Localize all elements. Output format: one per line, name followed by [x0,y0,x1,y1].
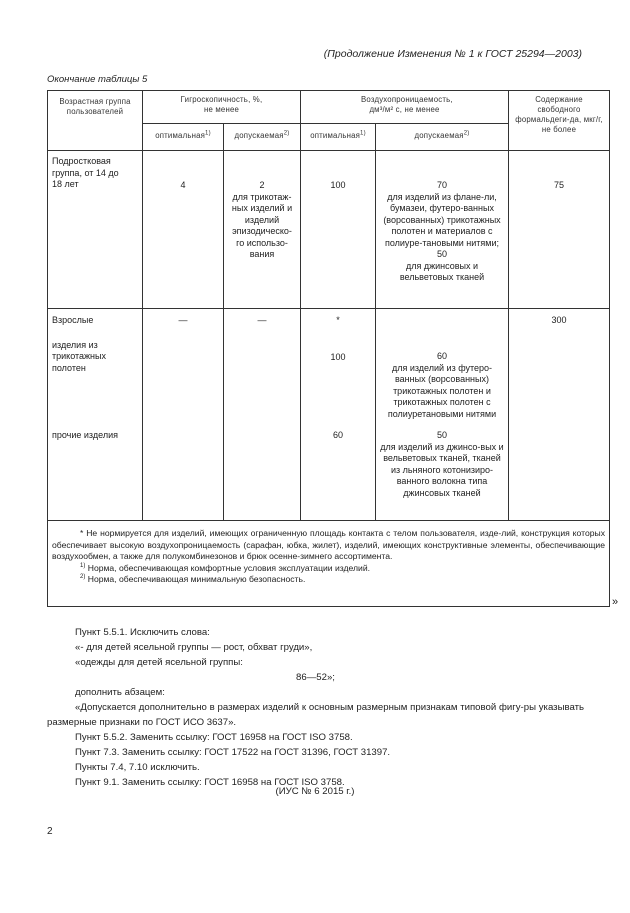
note-2: $^{2)}$ Норма, обеспечивающая минимальную безопасность. [80,574,306,584]
table-row-teen [48,151,610,309]
note-star: * Не нормируется для изделий, имеющих ограниченную площадь контакта с телом пользователя, изде-лий, конструкция которых обеспечивает высокую воздухопроницаемость (сарафан, юбка, жилет), изделий, имеющих конструктивные элементы, обеспечивающие воздухообмен, а также для полукомбинезонов и брюк осенне-зимнего ассортимента. [52,528,605,561]
cell-adult-hygro-opt: — [143,309,224,521]
subheader-air-allowable: допускаемая$^{2)}$ [376,124,509,151]
header-group: Возрастная группа пользователей [48,91,143,151]
cell-adult-air-opt [301,309,376,521]
cell-teen-hygro-allow [224,151,301,309]
cell-adult-hygro-allow: — [224,309,301,521]
other-air-allow [376,430,508,499]
header-formaldehyde: Содержание свободного формальдеги-да, мкг/г, не более [509,91,610,151]
para-9: Пункты 7.4, 7.10 исключить. [75,762,200,773]
value: 50 [436,430,447,440]
sub-label-other: прочие изделия [52,430,118,440]
table-row-adult [48,309,610,521]
table-notes [48,521,610,607]
value: 70 [436,180,447,190]
note: для изделий из футеро-ванных (ворсованных) трикотажных полотен и трикотажных полотен с полиуретановыми нитями [387,362,497,419]
value: 50 [436,249,447,259]
continuation-mark: » [612,596,619,608]
note: для джинсовых и вельветовых тканей [399,260,485,282]
amendment-text [47,625,584,790]
subheader-hygro-allowable: допускаемая$^{2)}$ [224,124,301,151]
subheader-hygro-optimal: оптимальная$^{1)}$ [143,124,224,151]
note: для изделий из джинсо-вых и вельветовых тканей, тканей из льняного котонизиро-ванного волокна типа джинсовых тканей [380,441,504,498]
para-4: 86—52»; [296,672,335,683]
table-5 [47,90,610,607]
cell-teen-formald: 75 [509,151,610,309]
other-air-opt: 60 [332,430,343,440]
cell-adult-formald: 300 [509,309,610,521]
header-hygroscopicity: Гигроскопичность, %, не менее [143,91,301,124]
table-caption: Окончание таблицы 5 [47,74,148,85]
subheader-air-optimal: оптимальная$^{1)}$ [301,124,376,151]
para-3: «одежды для детей ясельной группы: [75,657,243,668]
para-1: Пункт 5.5.1. Исключить слова: [75,627,210,638]
cell-adult-air-allow [376,309,509,521]
cell-teen-air-allow [376,151,509,309]
para-5: дополнить абзацем: [75,687,165,698]
value: 2 [259,180,265,190]
cell-group-adult [48,309,143,521]
para-10: Пункт 9.1. Заменить ссылку: ГОСТ 16958 на ГОСТ ISO 3758. [75,777,345,788]
table-notes-row [48,521,610,607]
para-2: «- для детей ясельной группы — рост, обхват груди», [75,642,313,653]
note: для трикотаж-ных изделий и изделий эпизодическо-го использо-вания [231,191,293,259]
para-8: Пункт 7.3. Заменить ссылку: ГОСТ 17522 на ГОСТ 31396, ГОСТ 31397. [75,747,391,758]
para-7: Пункт 5.5.2. Заменить ссылку: ГОСТ 16958 на ГОСТ ISO 3758. [75,732,353,743]
knit-air-opt: 100 [330,351,346,362]
para-6: «Допускается дополнительно в размерах изделий к основным размерным признакам типовой фигу-ры указывать размерные признаки по ГОСТ ИСО 3637». [47,702,584,728]
note: для изделий из флане-ли, бумазеи, футеро-ванных (ворсованных) трикотажных полотен и материалов с полиуре-тановыми нитями; [383,191,501,248]
ius-reference: (ИУС № 6 2015 г.) [275,786,355,797]
cell-group-teen: Подростковая группа, от 14 до 18 лет [48,151,143,309]
value: 60 [436,351,447,361]
header-air-permeability: Воздухопроницаемость, дм³/м² с, не менее [301,91,509,124]
group-label: Взрослые [52,315,94,325]
cell-teen-air-opt: 100 [301,151,376,309]
star: * [336,315,340,325]
page-number: 2 [47,826,53,837]
note-1: $^{1)}$ Норма, обеспечивающая комфортные условия эксплуатации изделий. [80,562,371,573]
cell-teen-hygro-opt: 4 [143,151,224,309]
continuation-header: (Продолжение Изменения № 1 к ГОСТ 25294—2003) [323,48,582,60]
sub-label-knit: изделия из трикотажных полотен [52,339,106,373]
